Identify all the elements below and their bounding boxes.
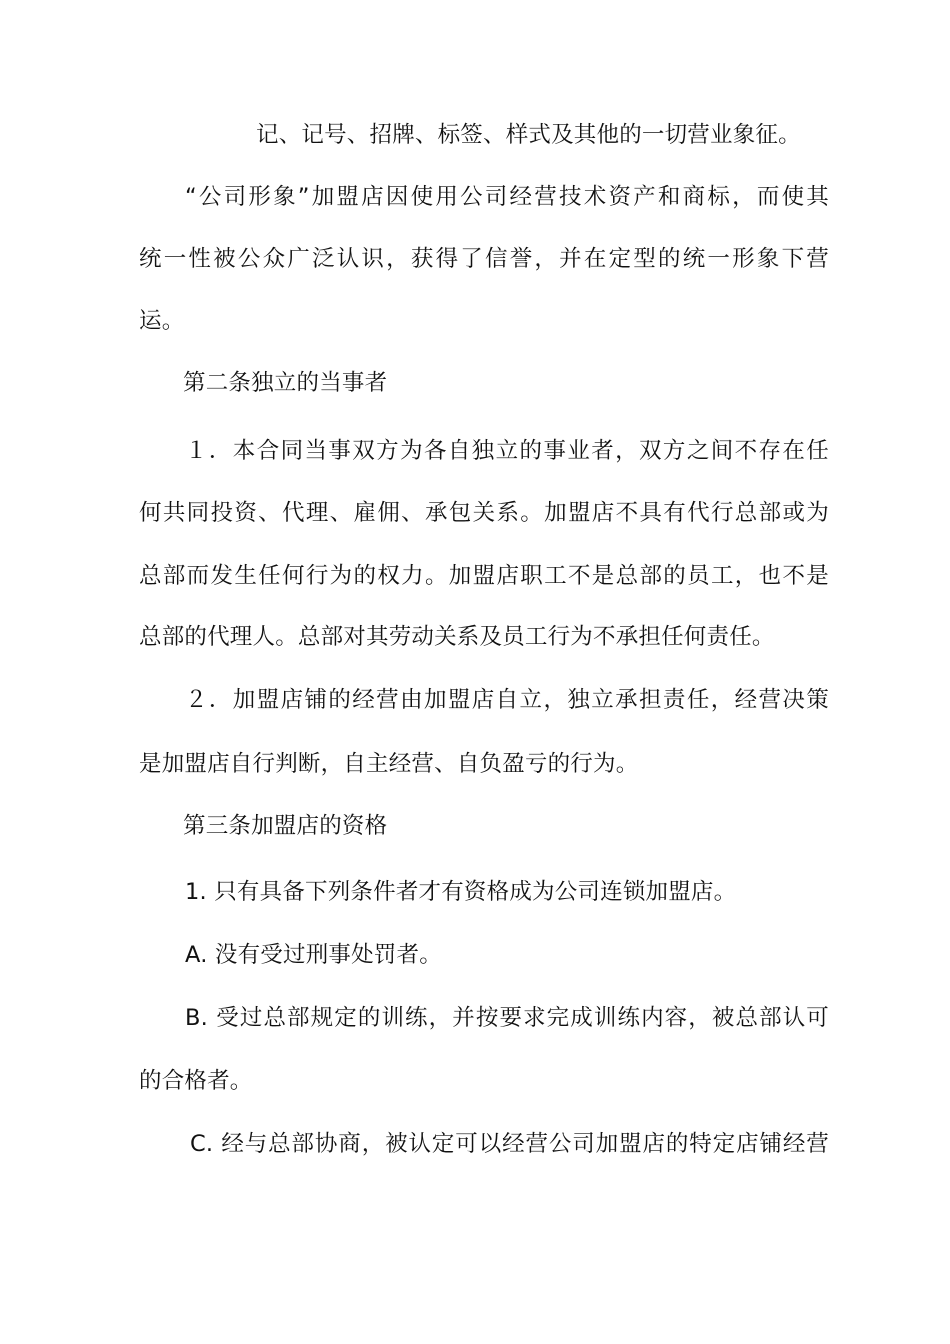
text-line-2: “公司形象”加盟店因使用公司经营技术资产和商标，而使其 [185, 184, 829, 210]
text-line-14: A. 没有受过刑事处罚者。 [185, 942, 442, 968]
text-line-15: B. 受过总部规定的训练，并按要求完成训练内容，被总部认可 [185, 1005, 829, 1031]
text-line-11: 是加盟店自行判断，自主经营、自负盈亏的行为。 [139, 751, 639, 777]
text-line-7: 何共同投资、代理、雇佣、承包关系。加盟店不具有代行总部或为 [139, 500, 829, 526]
text-line-6: １．本合同当事双方为各自独立的事业者，双方之间不存在任 [185, 438, 829, 464]
text-line-10: ２．加盟店铺的经营由加盟店自立，独立承担责任，经营决策 [185, 687, 829, 713]
text-line-3: 统一性被公众广泛认识，获得了信誉，并在定型的统一形象下营 [139, 246, 829, 272]
text-line-8: 总部而发生任何行为的权力。加盟店职工不是总部的员工，也不是 [139, 563, 829, 589]
text-line-17: C. 经与总部协商，被认定可以经营公司加盟店的特定店铺经营 [190, 1131, 829, 1157]
text-line-1: 记、记号、招牌、标签、样式及其他的一切营业象征。 [256, 122, 801, 148]
text-line-4: 运。 [139, 308, 185, 334]
section-heading-article-2: 第二条独立的当事者 [183, 370, 388, 396]
section-heading-article-3: 第三条加盟店的资格 [183, 813, 388, 839]
text-line-16: 的合格者。 [139, 1068, 253, 1094]
text-line-9: 总部的代理人。总部对其劳动关系及员工行为不承担任何责任。 [139, 624, 775, 650]
text-line-13: 1. 只有具备下列条件者才有资格成为公司连锁加盟店。 [185, 879, 737, 905]
